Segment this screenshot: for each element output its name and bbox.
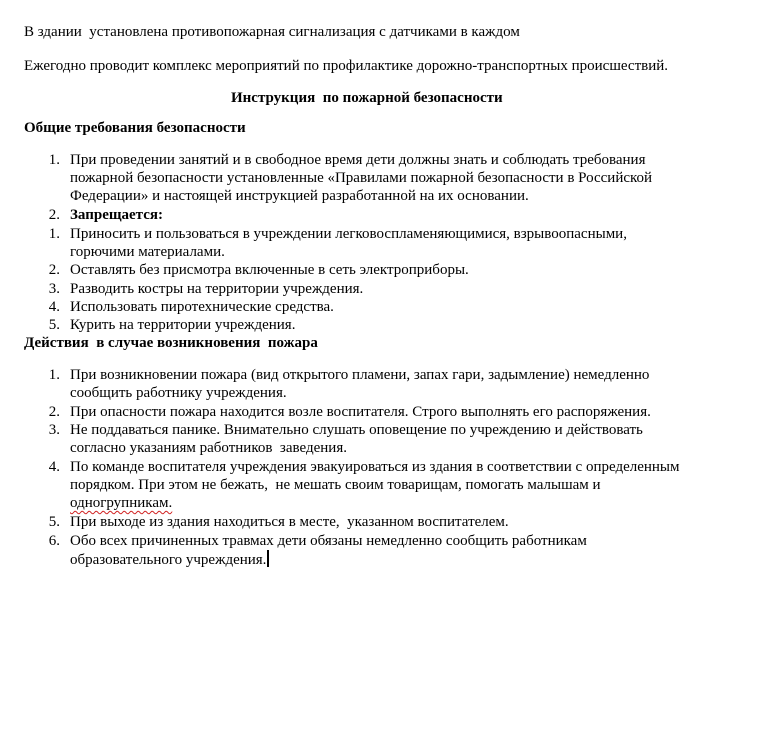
list-number: 1. bbox=[48, 367, 60, 383]
spellcheck-word[interactable]: одногрупникам. bbox=[70, 495, 173, 511]
list-item-text bbox=[70, 494, 172, 512]
list-item-text: Обо всех причиненных травмах дети обязаны немедленно сообщить работникам bbox=[70, 533, 587, 549]
list-number: 5. bbox=[48, 514, 60, 530]
list-number: 1. bbox=[48, 226, 60, 242]
text-cursor bbox=[267, 550, 269, 567]
list-number: 4. bbox=[48, 459, 60, 475]
list-item-text: Не поддаваться панике. Внимательно слушать оповещение по учреждению и действовать bbox=[70, 422, 643, 438]
list-item-text: При возникновении пожара (вид открытого пламени, запах гари, задымление) немедленно bbox=[70, 367, 650, 383]
list-item-text: Приносить и пользоваться в учреждении легковоспламеняющимися, взрывоопасными, bbox=[70, 226, 627, 242]
list-number: 5. bbox=[48, 317, 60, 333]
list-item-text: По команде воспитателя учреждения эвакуироваться из здания в соответствии с определенным bbox=[70, 459, 680, 475]
list-item-text: пожарной безопасности установленные «Правилами пожарной безопасности в Российской bbox=[70, 170, 653, 186]
list-item-text: Разводить костры на территории учреждения. bbox=[70, 281, 364, 297]
list-item-text: горючими материалами. bbox=[70, 244, 225, 260]
list-item-text: Оставлять без присмотра включенные в сеть электроприборы. bbox=[70, 262, 469, 278]
list-item-text: При выходе из здания находиться в месте, указанном воспитателем. bbox=[70, 514, 509, 530]
list-item-text: Федерации» и настоящей инструкцией разработанной на их основании. bbox=[70, 188, 529, 204]
document-title: Инструкция по пожарной безопасности bbox=[231, 90, 503, 106]
list-number: 3. bbox=[48, 281, 60, 297]
list-item-text: Запрещается: bbox=[70, 207, 164, 223]
list-item-text: порядком. При этом не бежать, не мешать своим товарищам, помогать малышам и bbox=[70, 477, 601, 493]
list-item-text: При проведении занятий и в свободное время дети должны знать и соблюдать требования bbox=[70, 152, 646, 168]
list-item-text: Использовать пиротехнические средства. bbox=[70, 299, 334, 315]
list-number: 1. bbox=[48, 152, 60, 168]
list-item-text-last bbox=[70, 550, 269, 569]
list-number: 6. bbox=[48, 533, 60, 549]
list-number: 2. bbox=[48, 404, 60, 420]
list-item-text: сообщить работнику учреждения. bbox=[70, 385, 287, 401]
intro-line-2: Ежегодно проводит комплекс мероприятий по профилактике дорожно-транспортных происшествий. bbox=[24, 58, 669, 74]
section-heading-fire-actions: Действия в случае возникновения пожара bbox=[24, 335, 318, 351]
list-number: 2. bbox=[48, 207, 60, 223]
list-item-text: Курить на территории учреждения. bbox=[70, 317, 296, 333]
list-item-text: согласно указаниям работников заведения. bbox=[70, 440, 347, 456]
list-number: 3. bbox=[48, 422, 60, 438]
list-item-text-span: образовательного учреждения. bbox=[70, 552, 267, 568]
list-number: 4. bbox=[48, 299, 60, 315]
section-heading-general: Общие требования безопасности bbox=[24, 120, 246, 136]
intro-line-1: В здании установлена противопожарная сигнализация с датчиками в каждом bbox=[24, 24, 520, 40]
list-number: 2. bbox=[48, 262, 60, 278]
list-item-text: При опасности пожара находится возле воспитателя. Строго выполнять его распоряжения. bbox=[70, 404, 651, 420]
